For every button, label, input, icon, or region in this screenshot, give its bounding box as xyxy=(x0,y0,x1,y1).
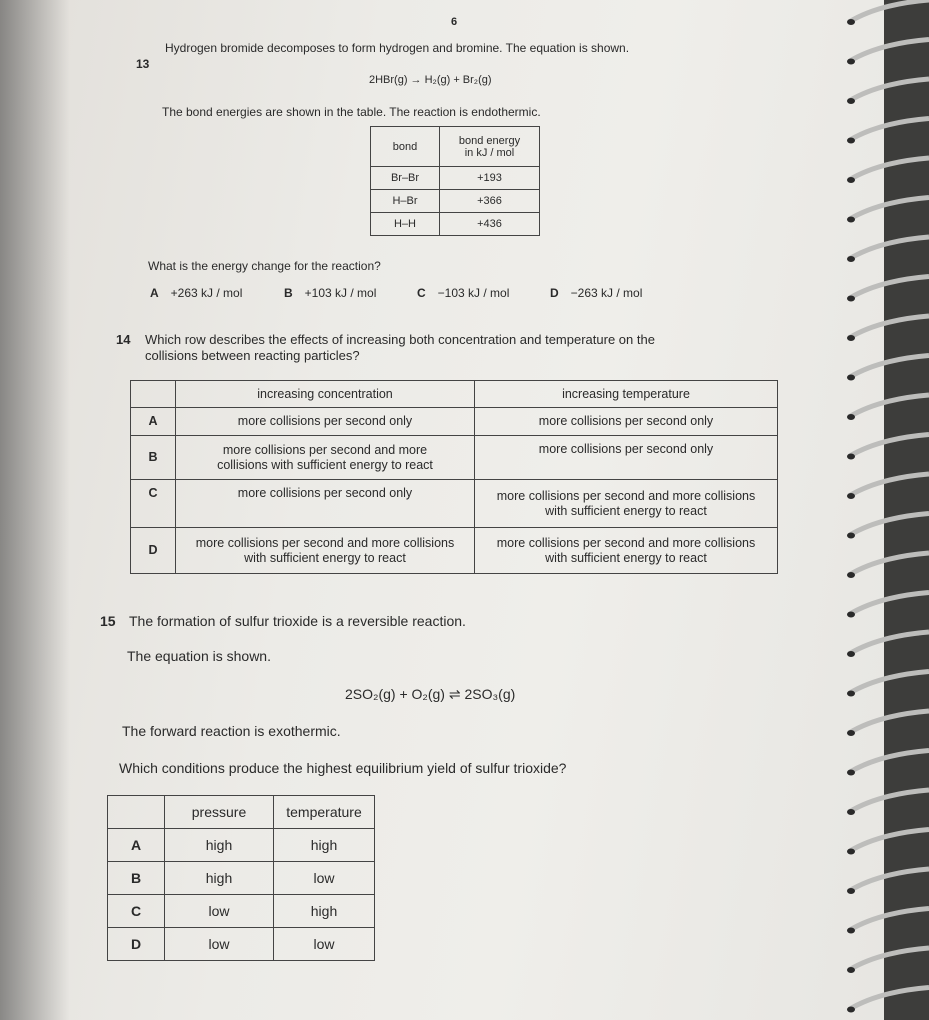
bond-cell: H–Br xyxy=(371,190,440,213)
spiral-hole xyxy=(847,414,855,420)
option-letter: A xyxy=(150,286,159,300)
spiral-hole xyxy=(847,849,855,855)
bond-energy-header-line1: bond energy xyxy=(458,134,521,147)
page-shadow xyxy=(0,0,70,1020)
conc-cell: more collisions per second only xyxy=(176,480,475,528)
energy-cell: +436 xyxy=(440,213,540,236)
pressure-cell: low xyxy=(165,895,274,928)
option-text: −103 kJ / mol xyxy=(437,286,510,300)
spiral-binding xyxy=(809,0,929,1020)
collision-table xyxy=(130,380,778,574)
pressure-cell: high xyxy=(165,862,274,895)
spiral-hole xyxy=(847,493,855,499)
q14-stem-line1: Which row describes the effects of increasing both concentration and temperature on the xyxy=(145,332,655,347)
spiral-hole xyxy=(847,612,855,618)
row-letter: B xyxy=(131,436,176,480)
spiral-hole xyxy=(847,138,855,144)
q13-option-a[interactable] xyxy=(150,286,242,300)
spiral-hole xyxy=(847,1007,855,1013)
concentration-header: increasing concentration xyxy=(176,381,475,408)
option-letter: B xyxy=(284,286,293,300)
spiral-hole xyxy=(847,177,855,183)
temperature-cell: high xyxy=(274,895,375,928)
q13-number: 13 xyxy=(136,57,150,71)
page-number: 6 xyxy=(451,16,458,28)
row-letter: B xyxy=(108,862,165,895)
spiral-hole xyxy=(847,572,855,578)
spiral-hole xyxy=(847,19,855,25)
q15-number: 15 xyxy=(100,613,116,629)
q13-option-d[interactable] xyxy=(550,286,642,300)
row-letter: C xyxy=(108,895,165,928)
option-letter: C xyxy=(417,286,426,300)
bond-cell: H–H xyxy=(371,213,440,236)
bond-cell: Br–Br xyxy=(371,167,440,190)
spiral-hole xyxy=(847,533,855,539)
q15-eq-intro: The equation is shown. xyxy=(127,648,271,664)
q13-option-b[interactable] xyxy=(284,286,376,300)
row-letter: D xyxy=(108,928,165,961)
spiral-hole xyxy=(847,335,855,341)
temperature-header: increasing temperature xyxy=(475,381,778,408)
q13-info: The bond energies are shown in the table. The reaction is endothermic. xyxy=(162,105,541,119)
q15-stem: The formation of sulfur trioxide is a reversible reaction. xyxy=(129,613,466,629)
row-letter: D xyxy=(131,528,176,574)
blank-header xyxy=(108,796,165,829)
spiral-hole xyxy=(847,217,855,223)
spiral-hole xyxy=(847,256,855,262)
bond-energy-header xyxy=(440,127,540,167)
pressure-cell: high xyxy=(165,829,274,862)
conc-cell: more collisions per second and more collisions with sufficient energy to react xyxy=(176,528,475,574)
row-letter: C xyxy=(131,480,176,528)
option-letter: D xyxy=(550,286,559,300)
bond-energy-header-line2: in kJ / mol xyxy=(464,146,515,159)
option-text: −263 kJ / mol xyxy=(570,286,643,300)
energy-cell: +193 xyxy=(440,167,540,190)
temp-cell: more collisions per second only xyxy=(475,408,778,436)
conditions-table xyxy=(107,795,375,961)
row-letter: A xyxy=(131,408,176,436)
temperature-cell: high xyxy=(274,829,375,862)
q15-equation: 2SO₂(g) + O₂(g) ⇌ 2SO₃(g) xyxy=(345,686,516,702)
spiral-hole xyxy=(847,98,855,104)
bond-energy-table xyxy=(370,126,540,236)
spiral-hole xyxy=(847,967,855,973)
q13-option-c[interactable] xyxy=(417,286,509,300)
q13-stem: Hydrogen bromide decomposes to form hydrogen and bromine. The equation is shown. xyxy=(165,41,630,55)
spiral-hole xyxy=(847,296,855,302)
temp-cell: more collisions per second and more collisions with sufficient energy to react xyxy=(475,480,778,528)
spiral-hole xyxy=(847,59,855,65)
blank-header xyxy=(131,381,176,408)
spiral-hole xyxy=(847,375,855,381)
q14-number: 14 xyxy=(116,332,131,347)
pressure-cell: low xyxy=(165,928,274,961)
spiral-hole xyxy=(847,888,855,894)
option-text: +103 kJ / mol xyxy=(304,286,377,300)
spiral-hole xyxy=(847,454,855,460)
q13-question: What is the energy change for the reaction? xyxy=(148,259,381,273)
spiral-hole xyxy=(847,809,855,815)
temperature-header: temperature xyxy=(274,796,375,829)
q15-question: Which conditions produce the highest equilibrium yield of sulfur trioxide? xyxy=(119,760,567,776)
bond-header: bond xyxy=(371,127,440,167)
spiral-hole xyxy=(847,691,855,697)
conc-cell: more collisions per second and more collisions with sufficient energy to react xyxy=(176,436,475,480)
temperature-cell: low xyxy=(274,928,375,961)
q14-stem-line2: collisions between reacting particles? xyxy=(145,348,360,363)
temperature-cell: low xyxy=(274,862,375,895)
spiral-hole xyxy=(847,730,855,736)
row-letter: A xyxy=(108,829,165,862)
conc-cell: more collisions per second only xyxy=(176,408,475,436)
energy-cell: +366 xyxy=(440,190,540,213)
spiral-hole xyxy=(847,770,855,776)
q15-info: The forward reaction is exothermic. xyxy=(122,723,341,739)
q13-equation: 2HBr(g) → H₂(g) + Br₂(g) xyxy=(369,74,492,86)
option-text: +263 kJ / mol xyxy=(170,286,243,300)
spiral-hole xyxy=(847,928,855,934)
temp-cell: more collisions per second and more collisions with sufficient energy to react xyxy=(475,528,778,574)
spiral-hole xyxy=(847,651,855,657)
temp-cell: more collisions per second only xyxy=(475,436,778,480)
pressure-header: pressure xyxy=(165,796,274,829)
